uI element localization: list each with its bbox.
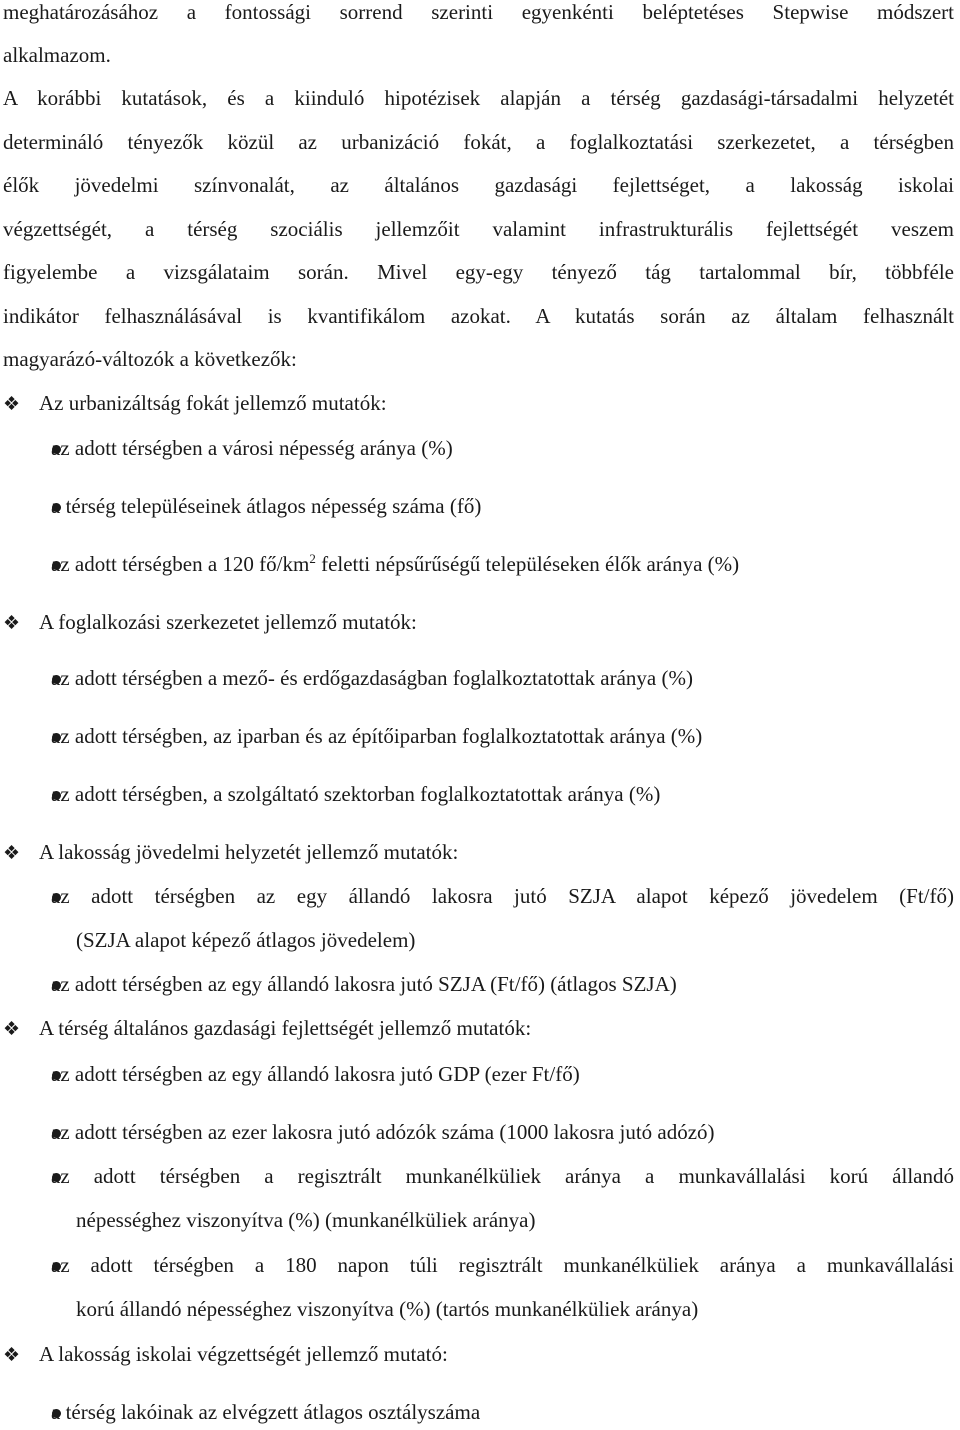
list-item-text: feletti népsűrűségű településeken élők aránya (%) (315, 552, 740, 576)
list-item: az adott térségben az egy állandó lakosra jutó SZJA (Ft/fő) (átlagos SZJA) (51, 972, 677, 996)
section-heading-text: A térség általános gazdasági fejlettségét jellemző mutatók: (39, 1016, 532, 1040)
section-heading-text: A lakosság iskolai végzettségét jellemző mutató: (39, 1342, 448, 1366)
paragraph-line: determináló tényezők közül az urbanizáció fokát, a foglalkoztatási szerkezetet, a térségben (3, 130, 954, 154)
list-item: az adott térségben a 180 napon túli regisztrált munkanélküliek aránya a munkavállalási (51, 1253, 954, 1277)
diamond-bullet-icon: ❖ (3, 843, 21, 864)
list-item: az adott térségben az ezer lakosra jutó adózók száma (1000 lakosra jutó adózó) (51, 1120, 715, 1144)
list-item: a térség településeinek átlagos népesség száma (fő) (51, 494, 482, 518)
paragraph-line: élők jövedelmi színvonalát, az általános gazdasági fejlettséget, a lakosság iskolai (3, 173, 954, 197)
list-item-text: az adott térségben a 120 fő/km (51, 552, 310, 576)
section-heading (3, 1016, 531, 1042)
paragraph-line: végzettségét, a térség szociális jellemzőit valamint infrastrukturális fejlettségét veszem (3, 217, 954, 241)
paragraph-line: A korábbi kutatások, és a kiinduló hipotézisek alapján a térség gazdasági-társadalmi helyzetét (3, 86, 954, 110)
section-heading-text: A lakosság jövedelmi helyzetét jellemző mutatók: (39, 840, 459, 864)
list-item-continuation: korú állandó népességhez viszonyítva (%) (tartós munkanélküliek aránya) (76, 1297, 699, 1321)
list-item: az adott térségben az egy állandó lakosra jutó SZJA alapot képező jövedelem (Ft/fő) (51, 884, 954, 908)
section-heading (3, 1342, 448, 1368)
section-heading-text: A foglalkozási szerkezetet jellemző mutatók: (39, 610, 417, 634)
list-item-continuation: (SZJA alapot képező átlagos jövedelem) (76, 928, 416, 952)
list-item: a térség lakóinak az elvégzett átlagos osztályszáma (51, 1400, 481, 1424)
list-item (51, 552, 739, 576)
list-item: az adott térségben a regisztrált munkanélküliek aránya a munkavállalási korú állandó (51, 1164, 954, 1188)
list-item: az adott térségben, a szolgáltató szektorban foglalkoztatottak aránya (%) (51, 782, 661, 806)
paragraph-line: indikátor felhasználásával is kvantifikálom azokat. A kutatás során az általam felhasznált (3, 304, 954, 328)
paragraph-line: figyelembe a vizsgálataim során. Mivel egy-egy tényező tág tartalommal bír, többféle (3, 260, 954, 284)
list-item-continuation: népességhez viszonyítva (%) (munkanélküliek aránya) (76, 1208, 536, 1232)
paragraph-line: magyarázó-változók a következők: (3, 347, 297, 371)
diamond-bullet-icon: ❖ (3, 394, 21, 415)
diamond-bullet-icon: ❖ (3, 1345, 21, 1366)
section-heading (3, 391, 387, 417)
section-heading (3, 840, 458, 866)
paragraph-line: meghatározásához a fontossági sorrend szerinti egyenkénti beléptetéses Stepwise módszert (3, 0, 954, 24)
diamond-bullet-icon: ❖ (3, 1019, 21, 1040)
list-item: az adott térségben az egy állandó lakosra jutó GDP (ezer Ft/fő) (51, 1062, 580, 1086)
section-heading-text: Az urbanizáltság fokát jellemző mutatók: (39, 391, 387, 415)
superscript: 2 (309, 551, 316, 566)
list-item: az adott térségben, az iparban és az építőiparban foglalkoztatottak aránya (%) (51, 724, 703, 748)
paragraph-line: alkalmazom. (3, 43, 111, 67)
diamond-bullet-icon: ❖ (3, 613, 21, 634)
section-heading (3, 610, 417, 636)
list-item: az adott térségben a mező- és erdőgazdaságban foglalkoztatottak aránya (%) (51, 666, 693, 690)
list-item: az adott térségben a városi népesség aránya (%) (51, 436, 453, 460)
